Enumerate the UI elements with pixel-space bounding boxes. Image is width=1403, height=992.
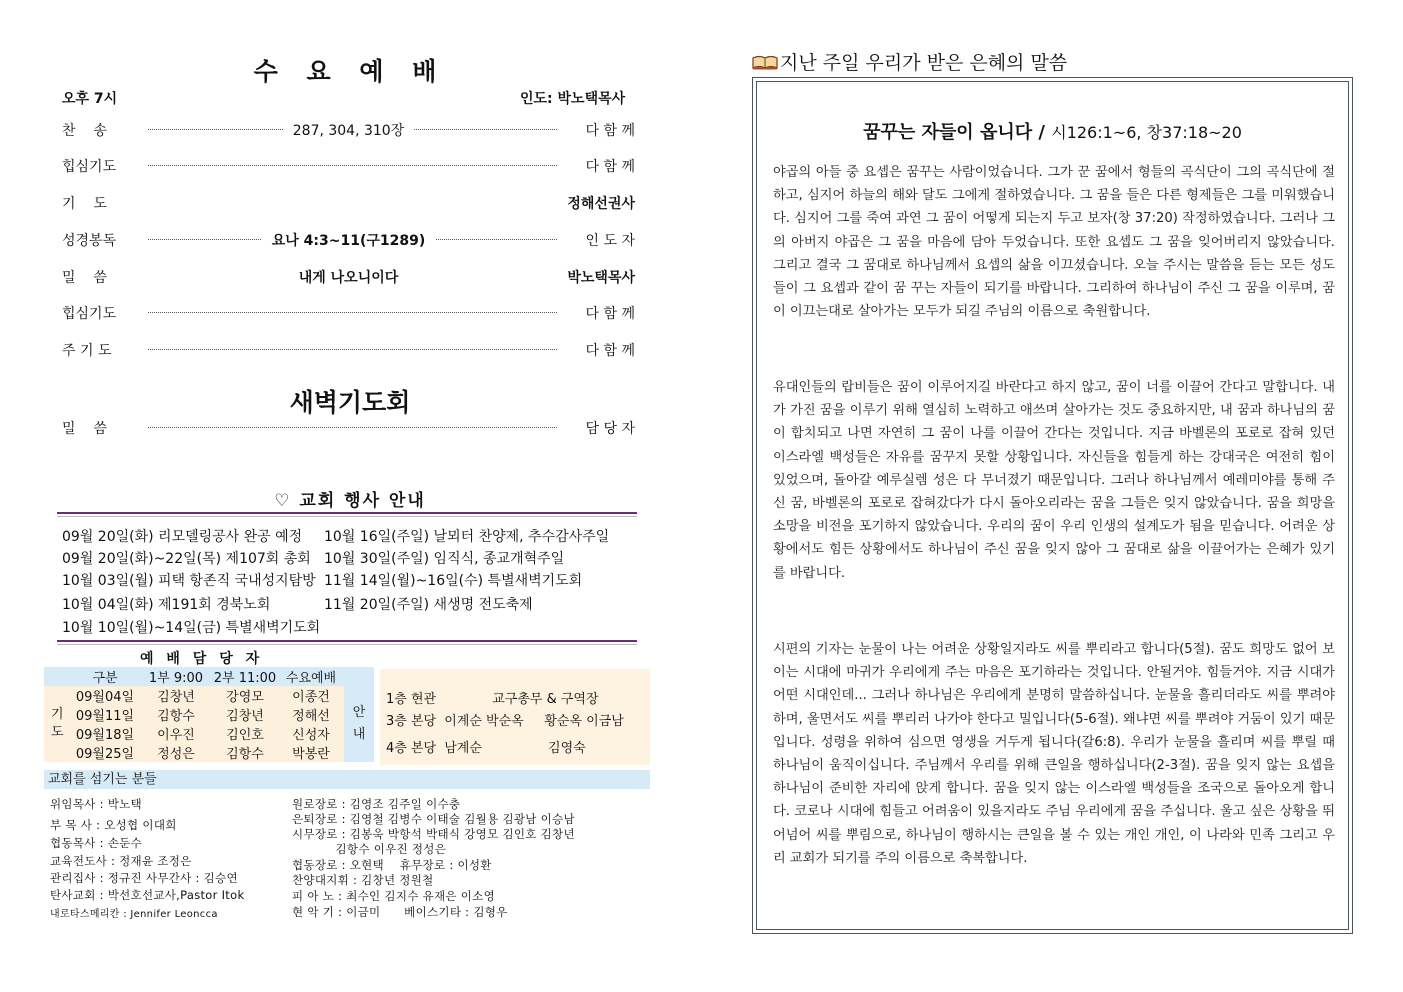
duty-cell: 강영모	[212, 686, 278, 705]
duty-cell: 이종건	[278, 686, 344, 705]
staff-line: 위임목사 : 박노택	[50, 797, 142, 811]
guide-label-text: 안내	[352, 705, 366, 742]
order-name: 밀 씀	[62, 421, 107, 437]
order-leader: 정해선권사	[567, 196, 635, 212]
events-title: ♡ 교회 행사 안내	[274, 491, 426, 511]
worship-title: 수 요 예 배	[253, 57, 447, 86]
duty-cell: 김창년	[140, 686, 212, 705]
duty-cell: 정해선	[278, 705, 344, 724]
guide-names: 남계순 김영숙	[444, 741, 586, 756]
worship-time: 오후 7시	[62, 91, 118, 107]
staff-line: 찬양대지휘 : 김창년 정원철	[292, 873, 434, 887]
duty-row-label-text: 기도	[51, 707, 64, 740]
order-row-lords-prayer	[62, 338, 635, 362]
event-item: 09월 20일(화)~22일(목) 제107회 총회	[62, 551, 311, 567]
event-item: 10월 03일(월) 피택 항존직 국내성지탐방	[62, 573, 316, 589]
duty-date: 09월11일	[70, 705, 140, 724]
duty-header: 2부 11:00	[212, 667, 278, 686]
guide-names: 교구총무 & 구역장	[492, 692, 599, 707]
staff-title: 교회를 섬기는 분들	[44, 770, 650, 789]
duty-header: 수요예배	[278, 667, 344, 686]
order-item: 내게 나오니이다	[289, 270, 409, 286]
staff-line: 은퇴장로 : 김영철 김병수 이태술 김월용 김광남 이승남	[292, 812, 575, 826]
event-item: 10월 16일(주일) 날뫼터 찬양제, 추수감사주일	[324, 529, 610, 545]
guide-line	[386, 688, 599, 707]
staff-line: 협동목사 : 손둔수	[50, 836, 142, 850]
staff-line: 원로장로 : 김영조 김주일 이수충	[292, 797, 461, 811]
event-item: 09월 20일(화) 리모델링공사 완공 예정	[62, 529, 303, 545]
staff-line: 관리집사 : 정규진 사무간사 : 김승연	[50, 871, 238, 885]
order-leader: 박노택목사	[567, 270, 635, 286]
duty-header: 1부 9:00	[140, 667, 212, 686]
duty-cell: 김인호	[212, 724, 278, 743]
book-icon	[752, 53, 778, 69]
order-row-hymn	[62, 118, 635, 142]
worship-leader: 인도: 박노택목사	[520, 91, 626, 107]
order-name: 힙심기도	[62, 159, 117, 175]
divider	[57, 512, 637, 517]
duty-date: 09월18일	[70, 724, 140, 743]
order-name: 기 도	[62, 196, 107, 212]
guide-line	[386, 737, 586, 756]
duty-cell: 정성은	[140, 743, 212, 762]
guide-floor: 3층 본당	[386, 714, 437, 729]
order-name: 밀 씀	[62, 270, 107, 286]
event-item: 11월 20일(주일) 새생명 전도축제	[324, 597, 533, 613]
sermon-header	[752, 48, 1067, 75]
order-row-sermon	[62, 265, 635, 289]
sermon-reference: 시126:1~6, 창37:18~20	[1051, 123, 1242, 142]
guide-floor: 4층 본당	[386, 741, 437, 756]
sermon-paragraph: 유대인들의 랍비들은 꿈이 이루어지길 바란다고 하지 않고, 꿈이 너를 이끌어 간다고 말합니다. 내가 가진 꿈을 이루기 위해 열심히 노력하고 애쓰며 살아가는 것도 중요하지만, 내 꿈과 하나님의 꿈이 합치되고 나면 자연히 그 꿈이 나를 이끌어 간다는 것입니다. 지금 바벨론의 포로로 잡혀 있던 이스라엘 백성들은 자유를 꿈꾸지 못할 상황입니다. 자신들을 힘들게 하는 강대국은 여전히 힘이 있었으며, 돌아갈 예루실렘 성은 다 무너졌기 때문입니다. 그러나 하나님께서 예레미야를 통해 주신 꿈, 바벨론의 포로로 잡혀갔다가 다시 돌아오리라는 꿈을 그들은 잊지 않았습니다. 꿈을 희망을 소망을 비전을 포기하지 않았습니다. 우리의 꿈이 우리 인생의 설계도가 됨을 믿습니다. 어려운 상황에서도 힘든 상황에서도 하나님이 주신 꿈을 잊지 않아 그 꿈대로 삶을 이끌어가는 은혜가 있기를 바랍니다.	[773, 380, 1335, 581]
duty-cell: 박봉란	[278, 743, 344, 762]
event-item: 10월 30일(주일) 임직식, 종교개혁주일	[324, 551, 565, 567]
guide-names: 이계순 박순옥 황순옥 이금남	[444, 714, 624, 729]
duty-date: 09월25일	[70, 743, 140, 762]
sermon-header-text: 지난 주일 우리가 받은 은혜의 말씀	[780, 52, 1068, 74]
duty-date: 09월04일	[70, 686, 140, 705]
duty-header: 구분	[70, 667, 140, 686]
guide-floor: 1층 현관	[386, 692, 437, 707]
staff-line: 피 아 노 : 최수인 김지수 유재은 이소영	[292, 889, 495, 903]
guide-box	[380, 669, 650, 765]
dawn-title: 새벽기도회	[289, 388, 411, 417]
order-item: 요나 4:3~11(구1289)	[262, 233, 436, 249]
duty-table	[44, 667, 374, 762]
order-leader: 다 함 께	[580, 340, 635, 360]
order-row-prayer-together-2	[62, 301, 635, 325]
order-name: 찬 송	[62, 123, 107, 139]
duty-cell: 신성자	[278, 724, 344, 743]
staff-line: 김항수 이우진 정성은	[292, 842, 447, 856]
duty-cell: 이우진	[140, 724, 212, 743]
guide-line	[386, 710, 624, 729]
staff-line: 협동장로 : 오현택 휴무장로 : 이성환	[292, 858, 492, 872]
duty-cell: 김창년	[212, 705, 278, 724]
order-leader: 담 당 자	[580, 418, 635, 438]
divider	[57, 640, 637, 645]
order-item: 287, 304, 310장	[283, 123, 415, 139]
staff-line: 교육전도사 : 정재윤 조정은	[50, 854, 192, 868]
staff-line: 탄사교회 : 박선호선교사,Pastor Itok	[50, 888, 245, 902]
sermon-paragraph: 야곱의 아들 중 요셉은 꿈꾸는 사람이었습니다. 그가 꾼 꿈에서 형들의 곡식단이 그의 곡식단에 절하고, 심지어 하늘의 해와 달도 그에게 절하였습니다. 그 꿈을 들은 다른 형제들은 그를 미워했습니다. 심지어 그를 죽여 과연 그 꿈이 어떻게 되는지 두고 보자(창 37:20) 작정하였습니다. 그러나 그의 아버지 야곱은 그 꿈을 마음에 담아 두었습니다. 또한 요셉도 그 꿈을 잊어버리지 않았습니다. 그리고 결국 그 꿈대로 하나님께서 요셉의 삶을 이끄셨습니다. 오늘 주시는 말씀을 듣는 모든 성도들이 그 요셉과 같이 꿈 꾸는 자들이 되기를 바랍니다. 그리하여 하나님이 주신 그 꿈을 이루며, 꿈이 이끄는대로 살아가는 모두가 되길 주님의 이름으로 축원합니다.	[773, 165, 1335, 320]
event-item: 11월 14일(월)~16일(수) 특별새벽기도회	[324, 573, 583, 589]
guide-label	[344, 686, 374, 762]
duty-cell: 김항수	[212, 743, 278, 762]
event-item: 10월 04일(화) 제191회 경북노회	[62, 597, 271, 613]
sermon-frame	[752, 77, 1353, 934]
duty-title: 예 배 담 당 자	[140, 651, 264, 667]
sermon-title	[757, 118, 1348, 144]
order-row-prayer	[62, 191, 635, 215]
order-row-scripture	[62, 228, 635, 252]
sermon-paragraph: 시편의 기자는 눈물이 나는 어려운 상황일지라도 씨를 뿌리라고 합니다(5절). 꿈도 희망도 없어 보이는 시대에 마귀가 우리에게 주는 마음은 포기하라는 것입니다. 안될거야. 힘들거야. 지금 시대가 어떤 시대인데... 그러나 하나님은 우리에게 분명히 말씀하십니다. 눈물을 흘리더라도 씨를 뿌려야 하며, 울면서도 씨를 뿌리러 나가야 한다고 밀입니다(5-6절). 왜냐면 씨를 뿌려야 거둠이 있기 때문입니다. 성령을 위하여 심으면 영생을 거두게 됩니다(갈6:8). 우리가 눈물을 흘리며 씨를 뿌릴 때 하나님이 움직이십니다. 주님께서 우리를 위해 큰일을 행하십니다(2-3절). 꿈을 잊지 않는 요셉을 하나님이 준비한 자리에 앉게 합니다. 꿈을 잊지 않는 이스라엘 백성들을 조국으로 돌아오게 합니다. 코로나 시대에 힘들고 어려움이 있을지라도 주님 우리에게 꿈을 주십니다. 울고 싶은 상황을 뛰어넘어 씨를 뿌림으로, 하나님이 행하시는 큰일을 볼 수 있는 개인 개인, 이 나라와 민족 그리고 우리 교회가 되기를 주의 이름으로 축복합니다.	[773, 642, 1335, 866]
duty-cell: 김항수	[140, 705, 212, 724]
staff-line: 시무장로 : 김봉욱 박항석 박태식 강영모 김인호 김창년	[292, 827, 575, 841]
staff-line: 현 악 기 : 이금미 베이스기타 : 김형우	[292, 905, 508, 919]
order-name: 힙심기도	[62, 306, 117, 322]
event-item: 10월 10일(월)~14일(금) 특별새벽기도회	[62, 620, 321, 636]
staff-line: 내로타스메리칸 : Jennifer Leoncca	[50, 909, 218, 920]
sermon-inner	[756, 81, 1349, 930]
order-name: 성경봉독	[62, 233, 117, 249]
order-name: 주 기 도	[62, 343, 112, 359]
sermon-title-text: 꿈꾸는 자들이 옵니다 /	[863, 122, 1052, 143]
staff-line: 부 목 사 : 오성협 이대희	[50, 818, 177, 832]
order-row-prayer-together	[62, 154, 635, 178]
duty-row-label	[44, 686, 70, 762]
dawn-row-sermon	[62, 416, 635, 440]
order-leader: 다 함 께	[580, 120, 635, 140]
order-leader: 다 함 께	[580, 156, 635, 176]
order-leader: 다 함 께	[580, 303, 635, 323]
order-leader: 인 도 자	[580, 230, 635, 250]
